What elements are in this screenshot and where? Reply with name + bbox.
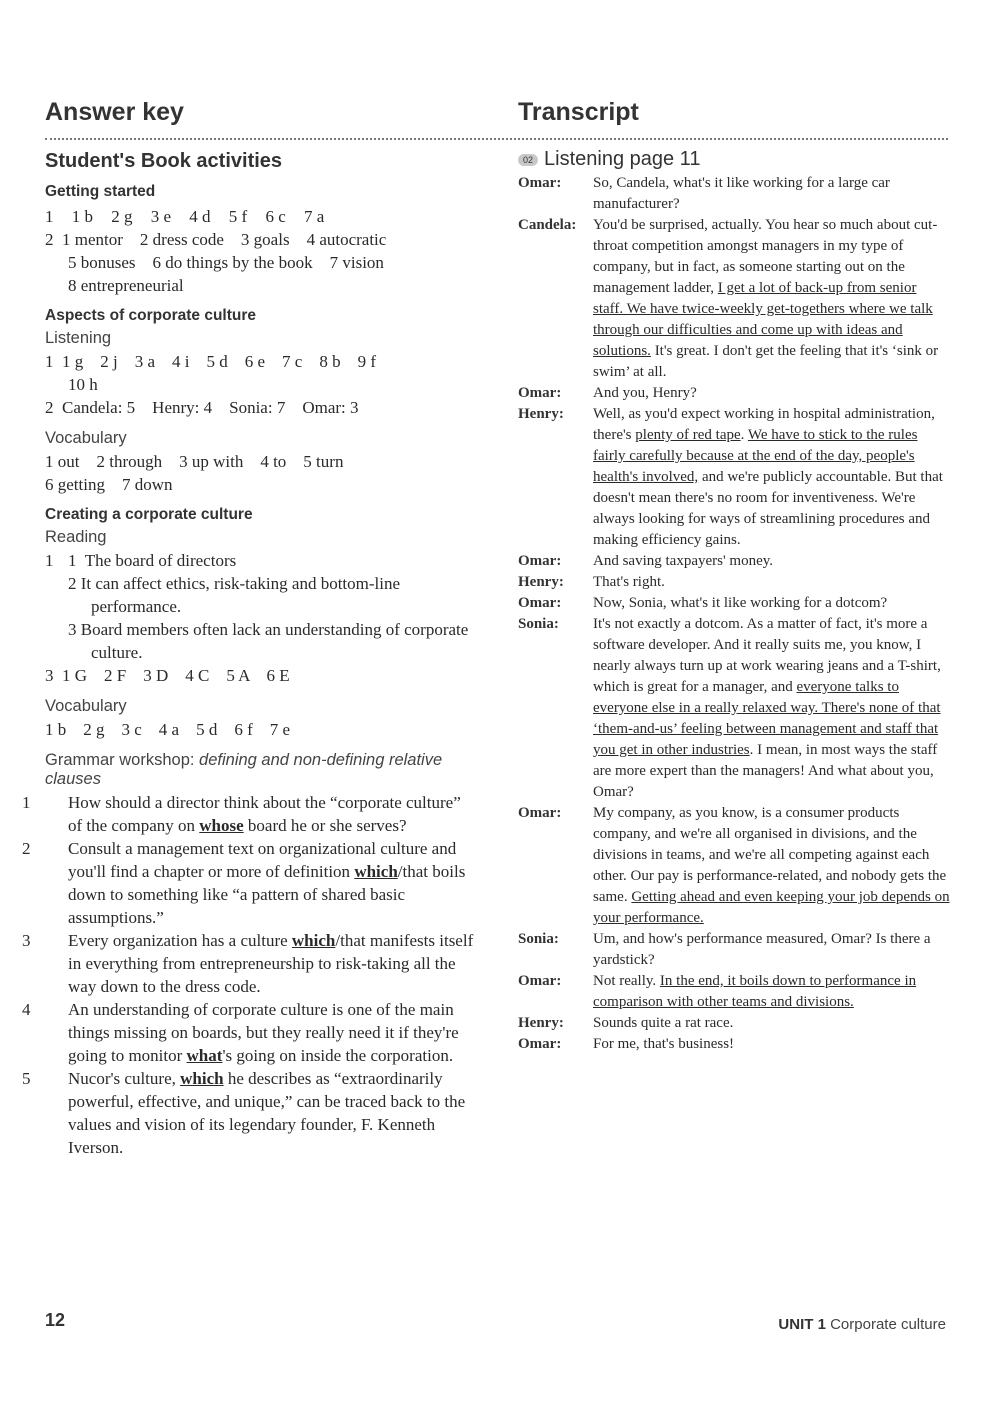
grammar-item-keyword: which <box>354 862 398 881</box>
aspects-heading: Aspects of corporate culture <box>45 307 257 324</box>
getting-started-line-2b: 5 bonuses 6 do things by the book 7 vision <box>68 253 384 272</box>
speaker-name: Candela: <box>518 217 577 233</box>
grammar-item-text: Consult a management text on organizational culture and you'll find a chapter or more of definition <box>68 839 457 881</box>
creating-vocabulary-1: 1 b 2 g 3 c 4 a 5 d 6 f 7 e <box>45 720 291 739</box>
underlined-phrase: plenty of red tape <box>635 427 741 443</box>
speaker-name: Omar: <box>518 973 562 989</box>
speech-text: Now, Sonia, what's it like working for a dotcom? <box>593 595 888 611</box>
speech-text: That's right. <box>593 574 665 590</box>
speech-text: It's not exactly a dotcom. As a matter of fact, it's more a software developer. And it really suits me, you know, I nearly always turn up at work wearing jeans and a T-shirt, which is great for a manager, and <box>593 616 941 695</box>
transcript-turn <box>518 173 950 215</box>
speaker-text <box>593 215 950 383</box>
grammar-workshop-list <box>22 791 475 1159</box>
underlined-phrase: I get a lot of back-up from senior staff. We have twice-weekly get-togethers where we talk through our difficulties and come up with ideas and solutions. <box>593 280 933 359</box>
speaker-text <box>593 803 950 929</box>
speaker-name: Henry: <box>518 1015 564 1031</box>
grammar-item-text: An understanding of corporate culture is one of the main things missing on boards, but they really need it if they're going to monitor <box>68 1000 459 1065</box>
grammar-item-text: Nucor's culture, <box>68 1069 181 1088</box>
transcript-turn <box>518 614 950 803</box>
speech-text: . <box>740 427 748 443</box>
aspects-listening-label: Listening <box>45 329 112 347</box>
grammar-item <box>22 1067 475 1159</box>
aspects-listening-2: 2 Candela: 5 Henry: 4 Sonia: 7 Omar: 3 <box>45 398 359 417</box>
grammar-item-number: 5 <box>22 1069 31 1088</box>
footer-title: Corporate culture <box>830 1316 946 1333</box>
speech-text: My company, as you know, is a consumer products company, and we're all organised in divisions, and the divisions in teams, and we're all competing against each other. Our pay is performance-related, and nobody gets the same. <box>593 805 947 905</box>
speaker-text <box>593 173 950 215</box>
transcript-column <box>518 148 950 1055</box>
speaker-name: Omar: <box>518 175 562 191</box>
speaker-text <box>593 593 950 614</box>
answer-key-title: Answer key <box>45 98 184 126</box>
aspects-vocabulary-label: Vocabulary <box>45 429 127 447</box>
grammar-item-keyword: which <box>180 1069 224 1088</box>
speech-text: So, Candela, what's it like working for a large car manufacturer? <box>593 175 890 212</box>
transcript-turn <box>518 572 950 593</box>
grammar-item-text: How should a director think about the “corporate culture” of the company on <box>68 793 461 835</box>
creating-heading: Creating a corporate culture <box>45 506 253 523</box>
reading-answer-3: 3 Board members often lack an understanding of corporate culture. <box>68 620 469 662</box>
track-badge: 02 <box>518 154 538 166</box>
grammar-item-text: /that manifests itself in everything from entrepreneurship to risk-taking all the way down to the dress code. <box>68 931 474 996</box>
transcript-turn <box>518 1013 950 1034</box>
grammar-item-number: 4 <box>22 1000 31 1019</box>
grammar-item-text: Every organization has a culture <box>68 931 292 950</box>
getting-started-line-2: 2 1 mentor 2 dress code 3 goals 4 autocratic <box>45 230 387 249</box>
speech-text: You'd be surprised, actually. You hear so much about cut-throat competition amongst managers in my type of company, but in fact, as someone starting out on the management ladder, <box>593 217 938 296</box>
dotted-divider <box>45 138 948 140</box>
speech-text: . I mean, in most ways the staff are more expert than the managers! And what about you, Omar? <box>593 742 938 800</box>
underlined-phrase: In the end, it boils down to performance in comparison with other teams and divisions. <box>593 973 917 1010</box>
speaker-text <box>593 404 950 551</box>
speaker-name: Omar: <box>518 385 562 401</box>
reading-answer-2: 2 It can affect ethics, risk-taking and bottom-line performance. <box>68 574 401 616</box>
aspects-vocabulary-2: 6 getting 7 down <box>45 475 173 494</box>
getting-started-line-2c: 8 entrepreneurial <box>68 276 184 295</box>
speech-text: It's great. I don't get the feeling that it's ‘sink or swim’ at all. <box>593 343 939 380</box>
grammar-item <box>22 998 475 1067</box>
aspects-listening-1: 1 1 g 2 j 3 a 4 i 5 d 6 e 7 c 8 b 9 f <box>45 352 376 371</box>
getting-started-line-1: 1 1 b 2 g 3 e 4 d 5 f 6 c 7 a <box>45 207 325 226</box>
answer-key-column <box>22 148 475 1159</box>
speech-text: and we're publicly accountable. But that doesn't mean there's no room for inventiveness. We're always looking for ways of streamlining procedures and making efficiency gains. <box>593 469 943 548</box>
transcript-turn <box>518 971 950 1013</box>
grammar-item-number: 3 <box>22 931 31 950</box>
speaker-text <box>593 1013 950 1034</box>
reading-answer-4: 3 1 G 2 F 3 D 4 C 5 A 6 E <box>45 666 290 685</box>
grammar-item-text: /that boils down to something like “a pattern of shared basic assumptions.” <box>68 862 466 927</box>
speaker-text <box>593 551 950 572</box>
grammar-item <box>22 929 475 998</box>
grammar-item-keyword: what <box>186 1046 223 1065</box>
footer-unit: UNIT 1 <box>778 1316 826 1333</box>
speech-text: And saving taxpayers' money. <box>593 553 774 569</box>
speaker-name: Sonia: <box>518 616 559 632</box>
grammar-item <box>22 837 475 929</box>
transcript-turn <box>518 404 950 551</box>
underlined-phrase: Getting ahead and even keeping your job depends on your performance. <box>593 889 950 926</box>
transcript-turn <box>518 593 950 614</box>
speech-text: For me, that's business! <box>593 1036 735 1052</box>
creating-vocabulary-label: Vocabulary <box>45 697 127 715</box>
grammar-item-keyword: which <box>291 931 336 950</box>
transcript-turn <box>518 1034 950 1055</box>
transcript-dialogue <box>518 173 950 1055</box>
grammar-item-number: 2 <box>22 839 31 858</box>
grammar-item-text: he describes as “extraordinarily powerful, effective, and unique,” can be traced back to the values and vision of its legendary founder, F. Kenneth Iverson. <box>68 1069 466 1157</box>
transcript-turn <box>518 929 950 971</box>
speaker-name: Sonia: <box>518 931 559 947</box>
speaker-name: Omar: <box>518 553 562 569</box>
underlined-phrase: everyone talks to everyone else in a really relaxed way. There's none of that ‘them-and-us’ feeling between management and staff that you get in other industries <box>593 679 941 758</box>
transcript-turn <box>518 803 950 929</box>
speaker-name: Omar: <box>518 805 562 821</box>
transcript-turn <box>518 551 950 572</box>
underlined-phrase: We have to stick to the rules fairly carefully because at the end of the day, people's health's involved, <box>593 427 918 485</box>
aspects-vocabulary-1: 1 out 2 through 3 up with 4 to 5 turn <box>45 452 344 471</box>
speaker-name: Henry: <box>518 574 564 590</box>
speaker-name: Omar: <box>518 595 562 611</box>
speaker-text <box>593 572 950 593</box>
grammar-item-text: board he or she serves? <box>243 816 407 835</box>
grammar-item <box>22 791 475 837</box>
getting-started-heading: Getting started <box>45 183 156 200</box>
grammar-item-number: 1 <box>22 793 31 812</box>
grammar-item-text: 's going on inside the corporation. <box>222 1046 454 1065</box>
speech-text: Sounds quite a rat race. <box>593 1015 734 1031</box>
page-number: 12 <box>45 1310 66 1330</box>
students-book-heading: Student's Book activities <box>45 150 283 172</box>
speech-text: And you, Henry? <box>593 385 697 401</box>
listening-heading <box>518 148 950 171</box>
speech-text: Well, as you'd expect working in hospital administration, there's <box>593 406 935 443</box>
grammar-workshop-label: Grammar workshop: defining and non-defining relative clauses <box>45 751 443 788</box>
page-footer <box>778 1316 946 1333</box>
speech-text: Um, and how's performance measured, Omar? Is there a yardstick? <box>593 931 931 968</box>
transcript-turn <box>518 383 950 404</box>
speaker-text <box>593 1034 950 1055</box>
speaker-name: Henry: <box>518 406 564 422</box>
aspects-listening-1b: 10 h <box>68 375 98 394</box>
speech-text: Not really. <box>593 973 660 989</box>
creating-reading-label: Reading <box>45 528 107 546</box>
reading-answer-1: 1 1 The board of directors <box>45 551 237 570</box>
transcript-title: Transcript <box>518 98 639 126</box>
grammar-item-keyword: whose <box>199 816 244 835</box>
transcript-turn <box>518 215 950 383</box>
speaker-text <box>593 383 950 404</box>
listening-title: Listening page 11 <box>544 148 701 170</box>
speaker-text <box>593 971 950 1013</box>
speaker-text <box>593 929 950 971</box>
speaker-text <box>593 614 950 803</box>
speaker-name: Omar: <box>518 1036 562 1052</box>
